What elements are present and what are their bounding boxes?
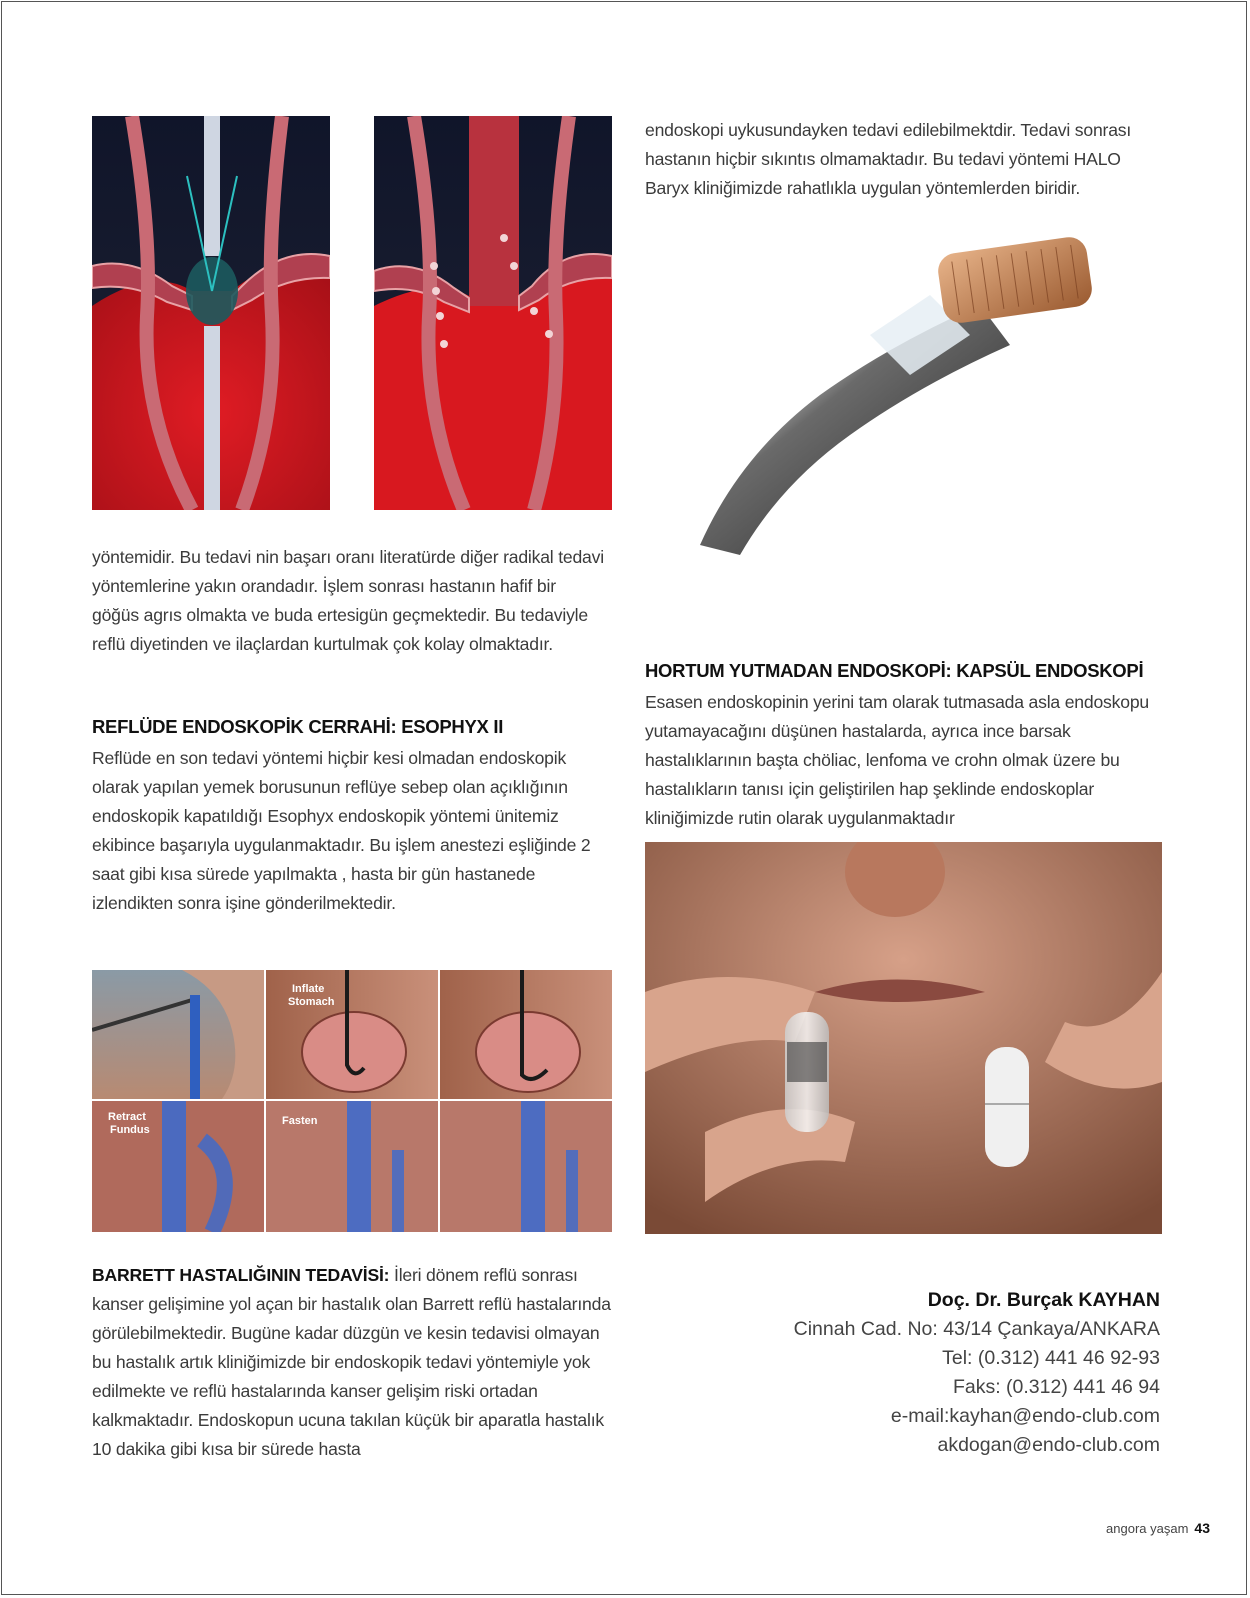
fax: Faks: (0.312) 441 46 94	[952, 1376, 1160, 1398]
phone: Tel: (0.312) 441 46 92-93	[942, 1347, 1160, 1369]
email-primary[interactable]: e-mail:kayhan@endo-club.com	[890, 1405, 1160, 1427]
panel-label-fasten: Fasten	[282, 1115, 318, 1127]
procedure-illustration-left	[92, 116, 330, 510]
barrett-body: İleri dönem reflü sonrası kanser gelişimine yol açan bir hastalık olan Barrett reflü hastalarında görülebilmektedir. Bugüne kadar düzgün ve kesin tedavisi olmayan bu hastalık artık kliniğimizde bir endoskopik tedavi yöntemiyle yok edilmekte ve reflü hastalarında kanser gelişim riski ortadan kalkmaktadır. Endoskopun ucuna takılan küçük bir aparatla hastalık 10 dakika gibi kısa bir sürede hasta	[92, 1265, 611, 1459]
halo-device-photo	[680, 225, 1120, 555]
email-secondary[interactable]: akdogan@endo-club.com	[937, 1434, 1160, 1456]
page-footer	[1106, 1520, 1210, 1536]
magazine-name: angora yaşam	[1106, 1521, 1189, 1536]
panel-label-retract-fundus: Retract Fundus	[108, 1111, 150, 1136]
esophyx-heading: REFLÜDE ENDOSKOPİK CERRAHİ: ESOPHYX II	[92, 716, 504, 737]
panel-label-inflate-stomach: Inflate Stomach	[288, 983, 335, 1008]
page-number: 43	[1194, 1520, 1210, 1536]
top-right-paragraph: endoskopi uykusundayken tedavi edilebilmektdir. Tedavi sonrası hastanın hiçbir sıkıntıs olmamaktadır. Bu tedavi yöntemi HALO Baryx kliniğimizde rahatlıkla uygulan yöntemlerden biridir.	[645, 120, 1132, 198]
capsule-paragraph: Esasen endoskopinin yerini tam olarak tutmasada asla endoskopu yutamayacağını düşünen hastalarda, ayrıca ince barsak hastalıklarının başta chöliac, lenfoma ve crohn olmak üzere bu hastalıkların tanısı için geliştirilen hap şeklinde endoskoplar kliniğimizde rutin olarak uygulanmaktadır	[645, 692, 1149, 828]
esophyx-paragraph: Reflüde en son tedavi yöntemi hiçbir kesi olmadan endoskopik olarak yapılan yemek borusunun reflüye sebep olan açıklığının endoskopik kapatıldığı Esophyx endoskopik yöntemi ünitemiz ekibince başarıyla uygulanmaktadır. Bu işlem anestezi eşliğinde 2 saat gibi kısa sürede yapılmakta , hasta bir gün hastanede izlendikten sonra işine gönderilmektedir.	[92, 748, 591, 913]
left-paragraph-continuation: yöntemidir. Bu tedavi nin başarı oranı literatürde diğer radikal tedavi yöntemlerine yakın orandadır. İşlem sonrası hastanın hafif bir göğüs agrıs olmakta ve buda ertesigün geçmektedir. Bu tedaviyle reflü diyetinden ve ilaçlardan kurtulmak çok kolay olmaktadır.	[92, 547, 604, 654]
capsule-endoscopy-photo	[645, 842, 1162, 1234]
capsule-heading: HORTUM YUTMADAN ENDOSKOPİ: KAPSÜL ENDOSKOPİ	[645, 660, 1144, 681]
barrett-heading: BARRETT HASTALIĞININ TEDAVİSİ:	[92, 1265, 390, 1285]
address: Cinnah Cad. No: 43/14 Çankaya/ANKARA	[793, 1318, 1160, 1340]
contact-block	[794, 1286, 1160, 1460]
procedure-illustration-right	[374, 116, 612, 510]
esophyx-steps-figure	[92, 970, 612, 1232]
barrett-paragraph	[92, 1261, 614, 1464]
author-name: Doç. Dr. Burçak KAYHAN	[927, 1289, 1160, 1311]
